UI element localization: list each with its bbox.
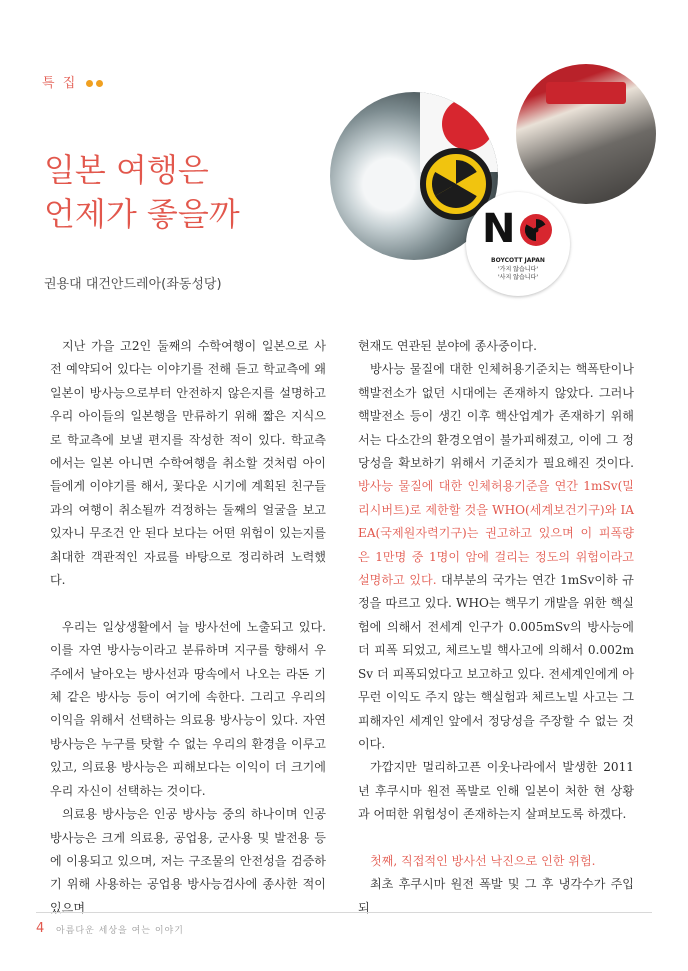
paragraph: [358, 358, 634, 756]
protest-photo: [516, 64, 656, 204]
no-text: N: [482, 206, 514, 252]
page-title: [44, 148, 240, 236]
paragraph: 의료용 방사능은 인공 방사능 중의 하나이며 인공방사능은 크게 의료용, 공업용, 군사용 및 발전용 등에 이용되고 있으며, 저는 구조물의 안전성을 검증하기 위해 사용하는 공업용 방사능검사에 종사한 적이 있으며: [50, 807, 326, 915]
page-number: 4: [36, 921, 45, 936]
dot-icon: [96, 80, 103, 87]
japan-flag-sun: [442, 98, 494, 150]
slogan-2: '사지 않습니다': [498, 274, 538, 281]
body-column-right: [358, 335, 634, 920]
paragraph: 지난 가을 고2인 둘째의 수학여행이 일본으로 사전 예약되어 있다는 이야기를 전해 듣고 학교측에 왜 일본이 방사능으로부터 안전하지 않은지를 설명하고 우리 아이들의 일본행을 만류하기 위해 짧은 지식으로 학교측에 보낼 편지를 작성한 적이 있다. 학교측에서는 일본 아니면 수학여행을 취소할 것처럼 아이들에게 이야기를 해서, 꽃다운 시기에 계획된 친구들과의 여행이 취소될까 걱정하는 둘째의 얼굴을 보고 있자니 무조건 안 된다 보다는 어떤 위험이 있는지를 최대한 객관적인 자료를 바탕으로 정리하려 노력했다.: [50, 339, 326, 588]
section-tag: [42, 72, 103, 91]
paragraph-text: 대부분의 국가는 연간 1mSv이하 규정을 따르고 있다. WHO는 핵무기 개발을 위한 핵실험에 의해서 전세계 인구가 0.005mSv의 방사능에 더 피폭 되었고, 체르노빌 핵사고에 의해서 0.002mSv 더 피폭되었다고 보고하고 있다. 전세계인에게 아무런 이익도 주지 않는 핵실험과 체르노빌 사고는 그 피해자인 세계인 앞에서 정당성을 주장할 수 없는 것이다.: [358, 573, 634, 751]
paragraph: 우리는 일상생활에서 늘 방사선에 노출되고 있다. 이를 자연 방사능이라고 분류하며 지구를 향해서 우주에서 날아오는 방사선과 땅속에서 나오는 라돈 기체 같은 방사능 등이 여기에 속한다. 그리고 우리의 이익을 위해서 선택하는 의료용 방사능이 있다. 자연방사능은 누구를 탓할 수 없는 우리의 환경을 이루고 있고, 의료용 방사능은 피해보다는 이익이 더 크기에 우리 자신이 선택하는 것이다.: [50, 619, 326, 798]
footer-divider: [36, 912, 652, 913]
dot-icon: [86, 80, 93, 87]
boycott-caption: BOYCOTT JAPAN: [491, 257, 545, 264]
author-byline: 권용대 대건안드레아(좌동성당): [44, 277, 222, 292]
paragraph: 현재도 연관된 분야에 종사중이다.: [358, 339, 537, 353]
slogan-1: '가지 않습니다': [498, 266, 538, 273]
body-column-left: [50, 335, 326, 920]
paragraph-text: 방사능 물질에 대한 인체허용기준치는 핵폭탄이나 핵발전소가 없던 시대에는 존재하지 않았다. 그러나 핵발전소 등이 생긴 이후 핵산업계가 존재하기 위해서는 다소간의 환경오염이 불가피해졌고, 이에 그 정당성을 확보하기 위해서 기준치가 필요해진 것이다.: [358, 362, 634, 471]
protest-sign-image: [546, 82, 626, 104]
paragraph: 최초 후쿠시마 원전 폭발 및 그 후 냉각수가 주입되: [358, 877, 634, 915]
section-label: 특 집: [42, 76, 78, 91]
highlighted-text: 방사능 물질에 대한 인체허용기준을 연간 1mSv(밀리시버트)로 제한할 것을 WHO(세계보건기구)와 IAEA(국제원자력기구)는 권고하고 있으며 이 피폭량은 1만명 중 1명이 암에 걸리는 정도의 위험이라고 설명하고 있다.: [358, 479, 634, 588]
boycott-japan-badge: [466, 192, 570, 296]
radiation-o-icon: [520, 214, 552, 246]
subheading: 첫째, 직접적인 방사선 낙진으로 인한 위험.: [370, 853, 596, 868]
title-line-1: 일본 여행은: [44, 151, 209, 189]
title-line-2: 언제가 좋을까: [44, 195, 240, 233]
publication-name: 아름다운 세상을 여는 이야기: [56, 926, 184, 936]
paragraph: 가깝지만 멀리하고픈 이웃나라에서 발생한 2011년 후쿠시마 원전 폭발로 인해 일본이 처한 현 상황과 어떠한 위험성이 존재하는지 살펴보도록 하겠다.: [358, 760, 634, 822]
